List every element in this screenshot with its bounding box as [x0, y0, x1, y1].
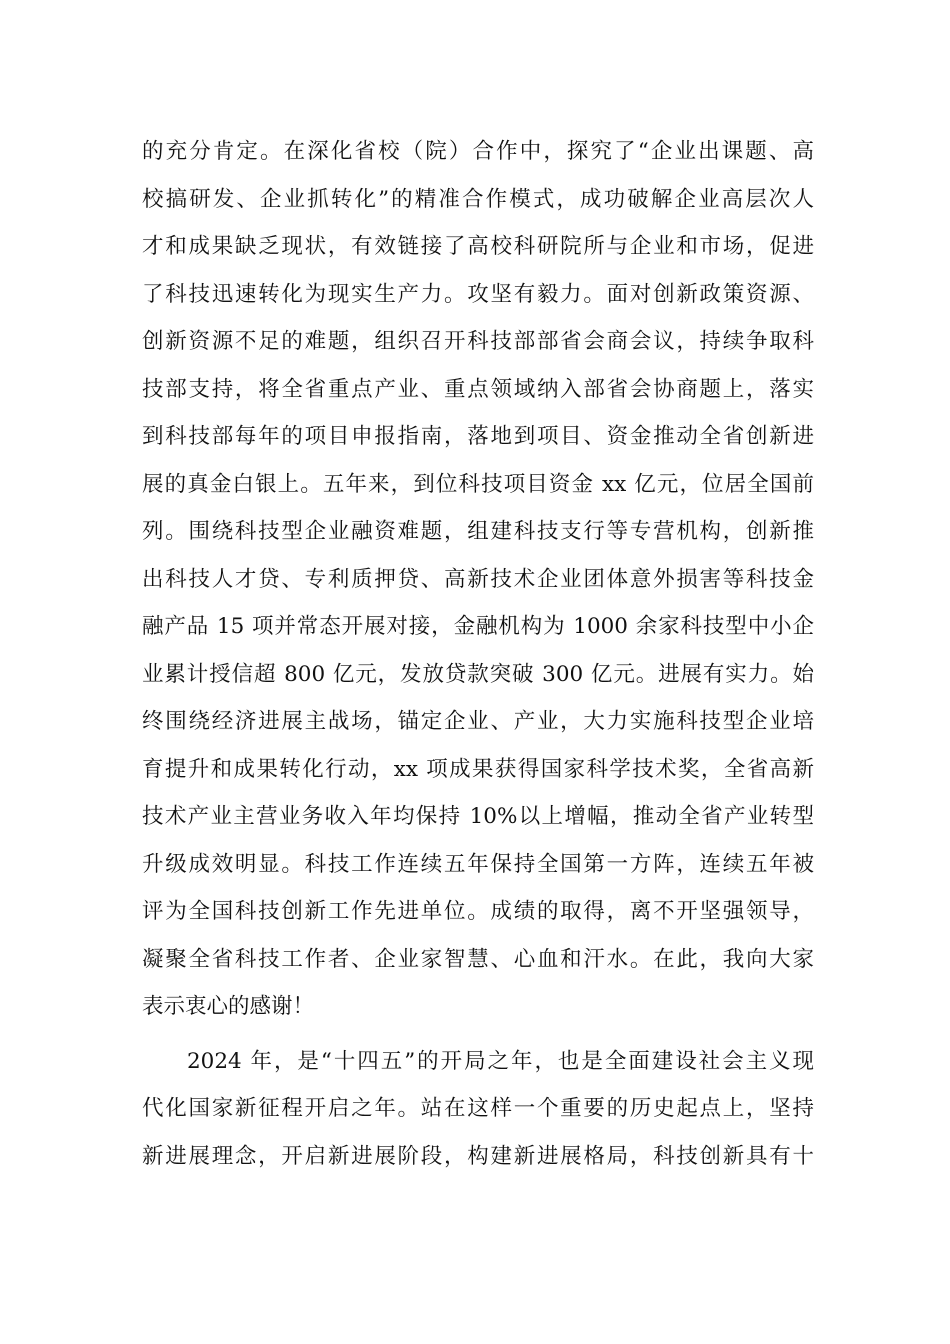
text-line: 代化国家新征程开启之年。站在这样一个重要的历史起点上，坚持 [142, 1096, 814, 1121]
text-line: 出科技人才贷、专利质押贷、高新技术企业团体意外损害等科技金 [142, 566, 814, 592]
text-line: 校搞研发、企业抓转化”的精准合作模式，成功破解企业高层次人 [142, 186, 814, 212]
text-line: 业累计授信超 800 亿元，发放贷款突破 300 亿元。进展有实力。始 [142, 661, 814, 687]
text-line: 的充分肯定。在深化省校（院）合作中，探究了“企业出课题、高 [142, 139, 814, 164]
text-line: 新进展理念，开启新进展阶段，构建新进展格局，科技创新具有十 [142, 1143, 814, 1169]
text-line: 了科技迅速转化为现实生产力。攻坚有毅力。面对创新政策资源、 [142, 281, 814, 307]
text-line: 才和成果缺乏现状，有效链接了高校科研院所与企业和市场，促进 [142, 234, 814, 259]
paragraph-2 [142, 1038, 814, 1181]
text-line: 终围绕经济进展主战场，锚定企业、产业，大力实施科技型企业培 [142, 709, 814, 734]
text-line: 技部支持，将全省重点产业、重点领域纳入部省会协商题上，落实 [142, 376, 814, 402]
text-line: 融产品 15 项并常态开展对接，金融机构为 1000 余家科技型中小企 [142, 614, 814, 639]
text-line: 列。围绕科技型企业融资难题，组建科技支行等专营机构，创新推 [142, 519, 814, 544]
paragraph-spacer [142, 1031, 814, 1038]
text-line: 表示衷心的感谢！ [142, 994, 315, 1019]
text-line: 育提升和成果转化行动，xx 项成果获得国家科学技术奖，全省高新 [142, 756, 814, 782]
document-body [142, 128, 814, 1180]
text-line: 升级成效明显。科技工作连续五年保持全国第一方阵，连续五年被 [142, 851, 814, 877]
text-line: 技术产业主营业务收入年均保持 10%以上增幅，推动全省产业转型 [142, 804, 814, 829]
text-line: 到科技部每年的项目申报指南，落地到项目、资金推动全省创新进 [142, 424, 814, 449]
text-line: 创新资源不足的难题，组织召开科技部部省会商会议，持续争取科 [142, 329, 814, 354]
text-line: 展的真金白银上。五年来，到位科技项目资金 xx 亿元，位居全国前 [142, 471, 814, 497]
paragraph-1 [142, 128, 814, 1031]
text-line: 评为全国科技创新工作先进单位。成绩的取得，离不开坚强领导， [142, 899, 814, 924]
text-line: 2024 年，是“十四五”的开局之年，也是全面建设社会主义现 [187, 1048, 814, 1074]
text-line: 凝聚全省科技工作者、企业家智慧、心血和汗水。在此，我向大家 [142, 946, 814, 972]
